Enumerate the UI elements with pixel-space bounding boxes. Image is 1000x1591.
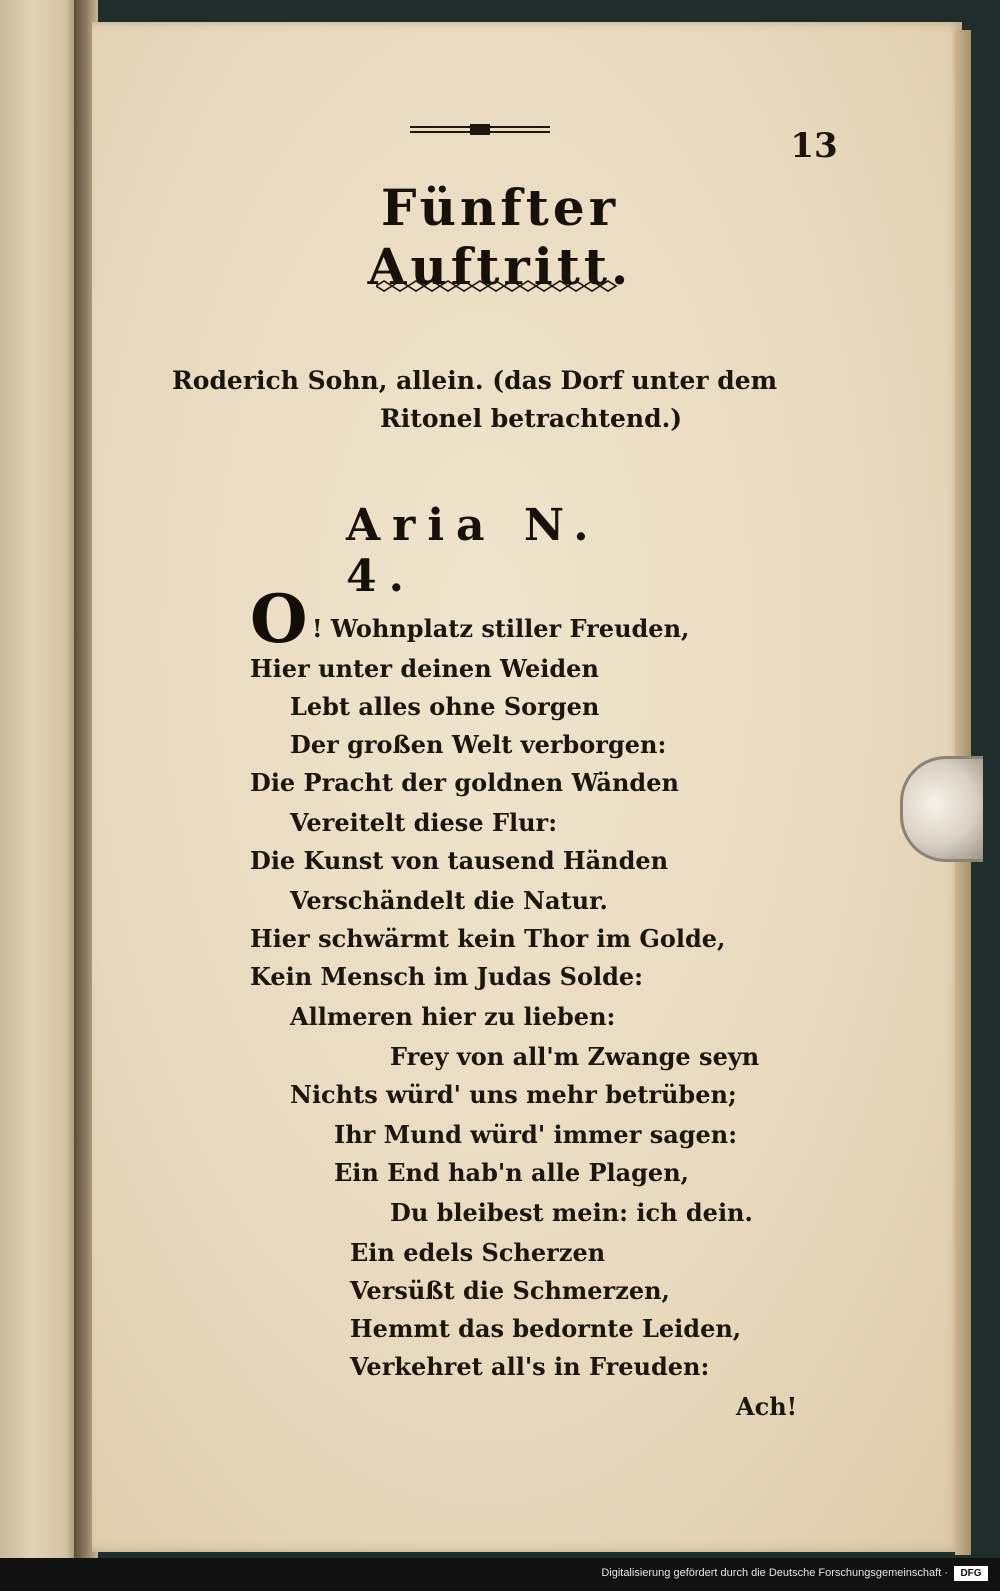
verse-line: Ihr Mund würd' immer sagen:: [334, 1120, 738, 1149]
page-number: 13: [790, 126, 838, 166]
verse-line: Versüßt die Schmerzen,: [350, 1276, 670, 1305]
catchword: Ach!: [736, 1392, 798, 1421]
scene-title: Fünfter Auftritt.: [367, 178, 633, 296]
digitization-footer: [0, 1558, 1000, 1591]
verse-line-1: ! Wohnplatz stiller Freuden,: [312, 614, 690, 643]
verse-line: Nichts würd' uns mehr betrüben;: [290, 1080, 737, 1109]
verse-line: Kein Mensch im Judas Solde:: [250, 962, 643, 991]
verse-line: Du bleibest mein: ich dein.: [390, 1198, 753, 1227]
facing-page: [0, 0, 82, 1558]
verse-line: Der großen Welt verborgen:: [290, 730, 667, 759]
stage-direction: [172, 362, 832, 438]
verse-line: Allmeren hier zu lieben:: [290, 1002, 616, 1031]
top-rule-ornament: [410, 124, 550, 136]
aria-title: Aria N. 4.: [346, 500, 601, 602]
page-clip: [900, 756, 983, 862]
dfg-logo-icon: DFG: [954, 1566, 988, 1581]
verse-line: Die Kunst von tausend Händen: [250, 846, 669, 875]
verse-line: Verschändelt die Natur.: [290, 886, 608, 915]
verse-line: Lebt alles ohne Sorgen: [290, 692, 600, 721]
verse-line: Hier schwärmt kein Thor im Golde,: [250, 924, 726, 953]
stage-direction-line-1: Roderich Sohn, allein. (das Dorf unter dem: [172, 366, 778, 395]
verse-line: Die Pracht der goldnen Wänden: [250, 768, 679, 797]
verse-line: Ein End hab'n alle Plagen,: [334, 1158, 690, 1187]
footer-credit: Digitalisierung gefördert durch die Deutsche Forschungsgemeinschaft ·: [601, 1567, 948, 1579]
verse-line: Hier unter deinen Weiden: [250, 654, 599, 683]
verse-line: Vereitelt diese Flur:: [290, 808, 558, 837]
divider-ornament: [376, 280, 624, 292]
verse-line: Verkehret all's in Freuden:: [350, 1352, 710, 1381]
verse-line: Ein edels Scherzen: [350, 1238, 606, 1267]
drop-cap: O: [250, 580, 308, 658]
verse-line: Frey von all'm Zwange seyn: [390, 1042, 760, 1071]
stage-direction-line-2: Ritonel betrachtend.): [380, 404, 683, 433]
verse-line: Hemmt das bedornte Leiden,: [350, 1314, 742, 1343]
